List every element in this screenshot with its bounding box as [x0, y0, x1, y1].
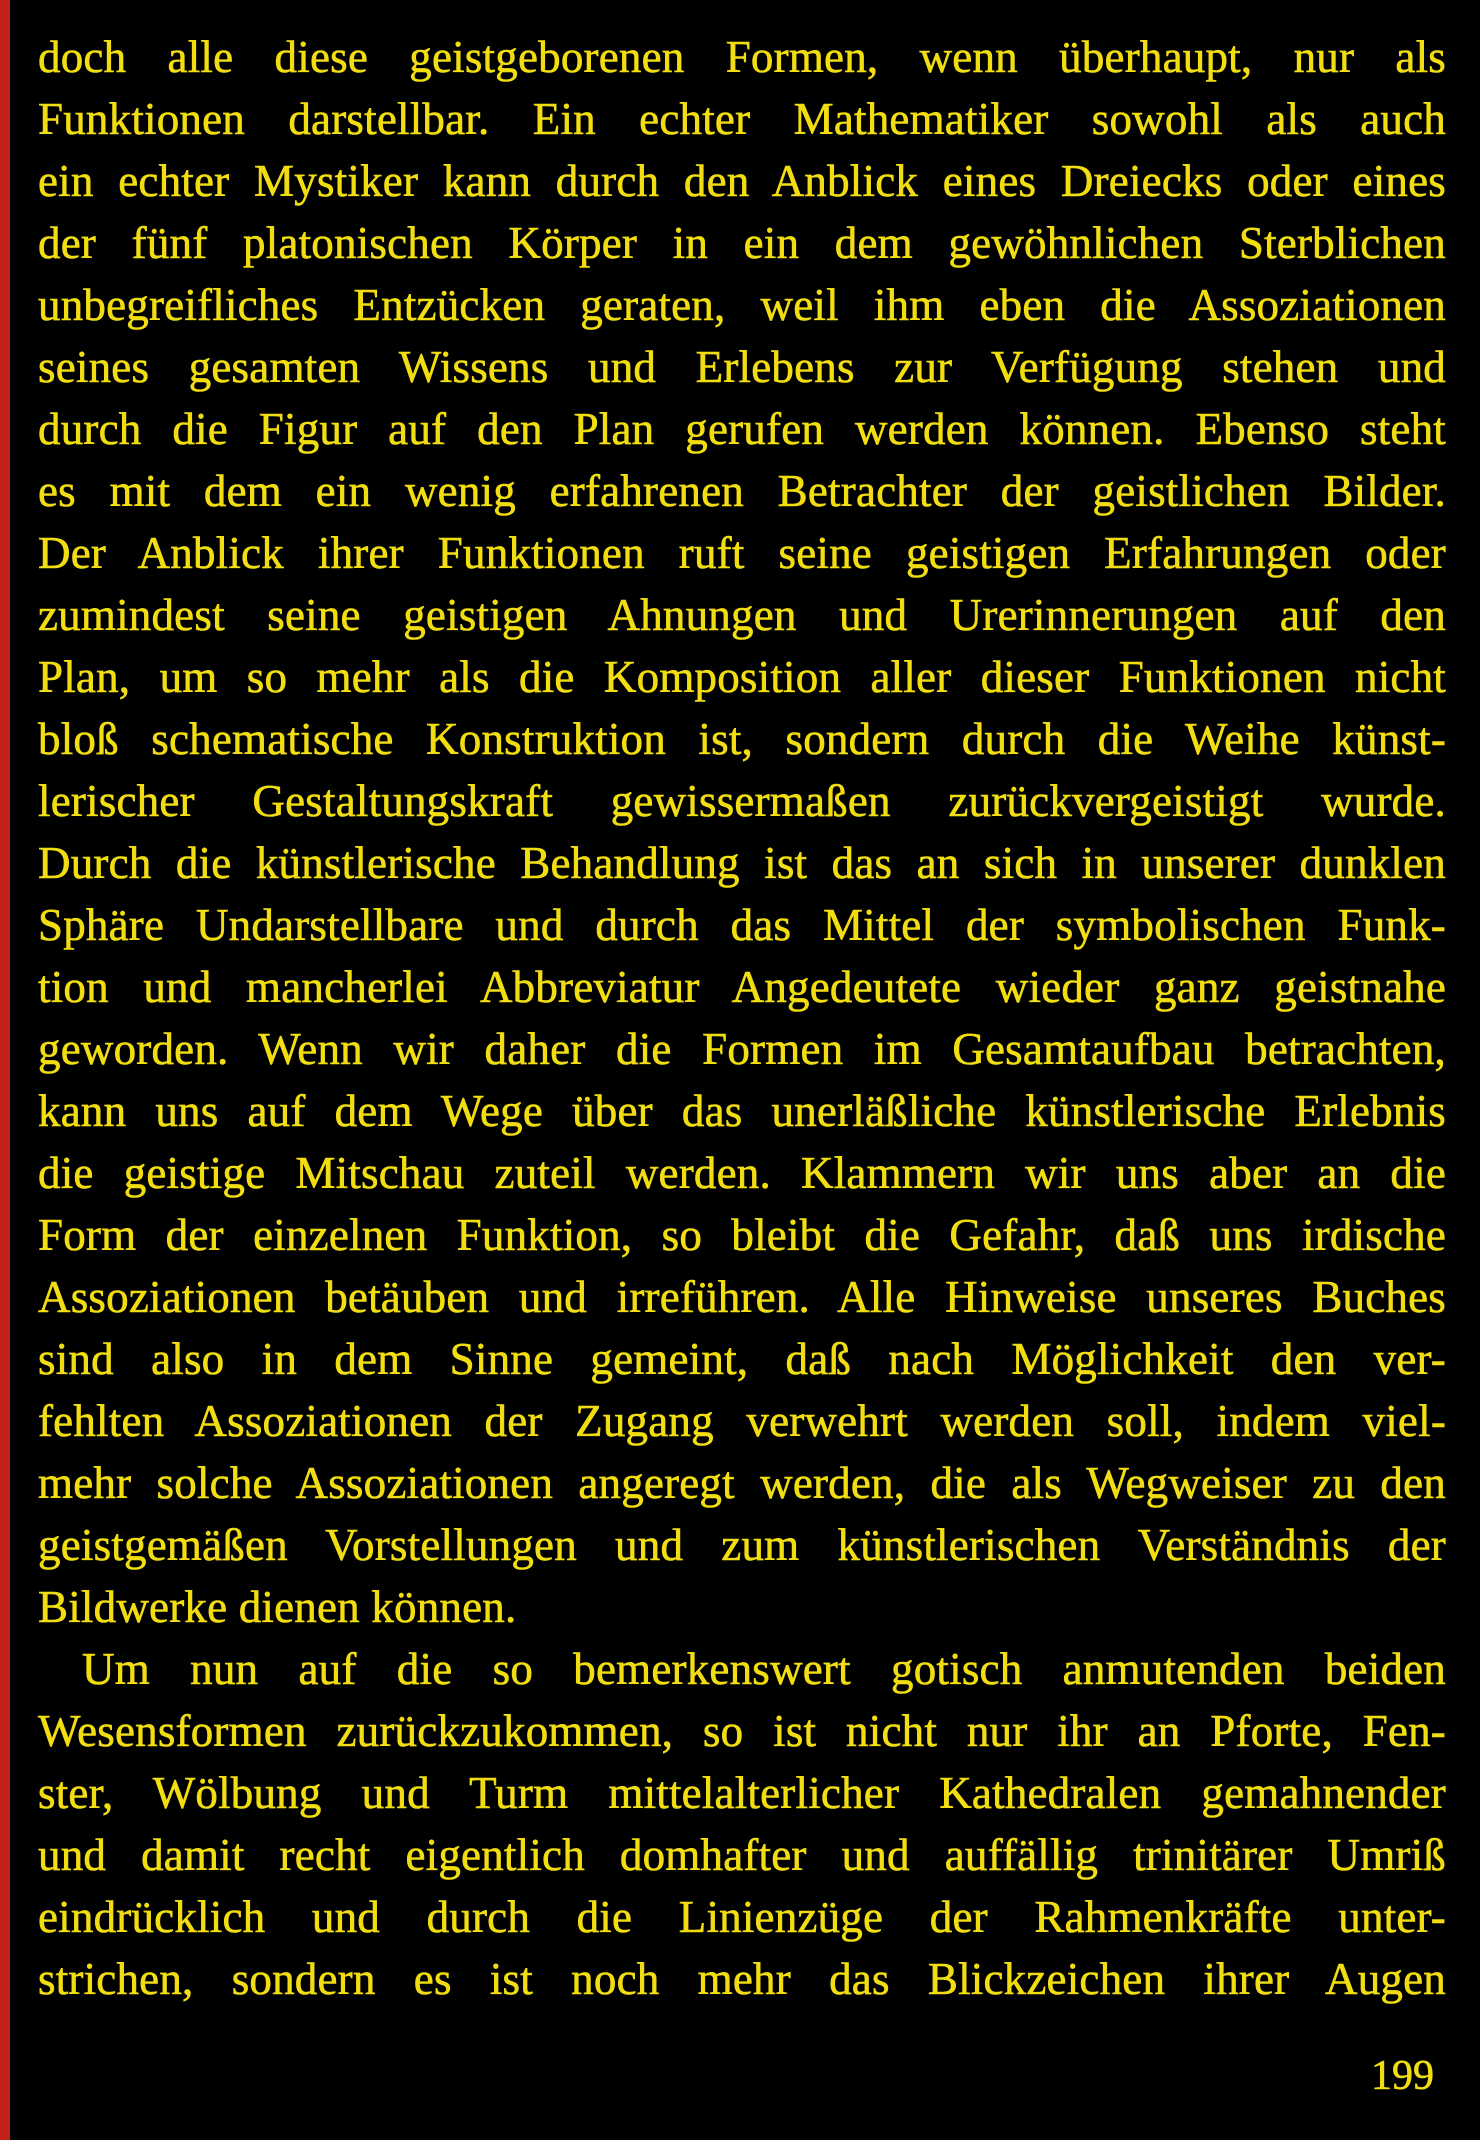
text-line: Bildwerke dienen können. [38, 1582, 517, 1632]
text-line: lerischer Gestaltungskraft gewissermaßen zurückvergeistigt wurde. [38, 776, 1446, 826]
text-line: Durch die künstlerische Behandlung ist das an sich in unserer dunklen [38, 838, 1446, 888]
text-line: Form der einzelnen Funktion, so bleibt die Gefahr, daß uns irdische [38, 1210, 1446, 1260]
text-line: ster, Wölbung und Turm mittelalterlicher Kathedralen gemahnender [38, 1768, 1446, 1818]
text-line: mehr solche Assoziationen angeregt werden, die als Wegweiser zu den [38, 1458, 1446, 1508]
text-line: bloß schematische Konstruktion ist, sondern durch die Weihe künst- [38, 714, 1446, 764]
text-line: und damit recht eigentlich domhafter und auffällig trinitärer Umriß [38, 1830, 1446, 1880]
text-line: tion und mancherlei Abbreviatur Angedeutete wieder ganz geistnahe [38, 962, 1446, 1012]
text-line: Funktionen darstellbar. Ein echter Mathematiker sowohl als auch [38, 94, 1446, 144]
text-line: doch alle diese geistgeborenen Formen, wenn überhaupt, nur als [38, 32, 1446, 82]
text-line: strichen, sondern es ist noch mehr das Blickzeichen ihrer Augen [38, 1954, 1446, 2004]
text-line: der fünf platonischen Körper in ein dem gewöhnlichen Sterblichen [38, 218, 1446, 268]
text-line: zumindest seine geistigen Ahnungen und Urerinnerungen auf den [38, 590, 1446, 640]
text-line: Sphäre Undarstellbare und durch das Mittel der symbolischen Funk- [38, 900, 1446, 950]
text-line: es mit dem ein wenig erfahrenen Betrachter der geistlichen Bilder. [38, 466, 1446, 516]
paragraph [38, 26, 1446, 1638]
text-line: kann uns auf dem Wege über das unerläßliche künstlerische Erlebnis [38, 1086, 1446, 1136]
page-number: 199 [1371, 2053, 1434, 2099]
text-line: geworden. Wenn wir daher die Formen im Gesamtaufbau betrachten, [38, 1024, 1446, 1074]
text-line: die geistige Mitschau zuteil werden. Klammern wir uns aber an die [38, 1148, 1446, 1198]
text-line: Plan, um so mehr als die Komposition aller dieser Funktionen nicht [38, 652, 1446, 702]
text-line: seines gesamten Wissens und Erlebens zur Verfügung stehen und [38, 342, 1446, 392]
text-line: ein echter Mystiker kann durch den Anblick eines Dreiecks oder eines [38, 156, 1446, 206]
text-line: durch die Figur auf den Plan gerufen werden können. Ebenso steht [38, 404, 1446, 454]
text-line: unbegreifliches Entzücken geraten, weil ihm eben die Assoziationen [38, 280, 1446, 330]
text-line: fehlten Assoziationen der Zugang verwehrt werden soll, indem viel- [38, 1396, 1446, 1446]
text-line: geistgemäßen Vorstellungen und zum künstlerischen Verständnis der [38, 1520, 1446, 1570]
text-line: eindrücklich und durch die Linienzüge der Rahmenkräfte unter- [38, 1892, 1446, 1942]
text-line: Wesensformen zurückzukommen, so ist nicht nur ihr an Pforte, Fen- [38, 1706, 1446, 1756]
text-line: Um nun auf die so bemerkenswert gotisch anmutenden beiden [82, 1644, 1446, 1694]
paragraph [38, 1638, 1446, 2010]
text-column [38, 26, 1446, 2010]
text-line: Assoziationen betäuben und irreführen. Alle Hinweise unseres Buches [38, 1272, 1446, 1322]
text-line: sind also in dem Sinne gemeint, daß nach Möglichkeit den ver- [38, 1334, 1446, 1384]
red-margin-stripe [0, 0, 10, 2140]
text-line: Der Anblick ihrer Funktionen ruft seine geistigen Erfahrungen oder [38, 528, 1446, 578]
